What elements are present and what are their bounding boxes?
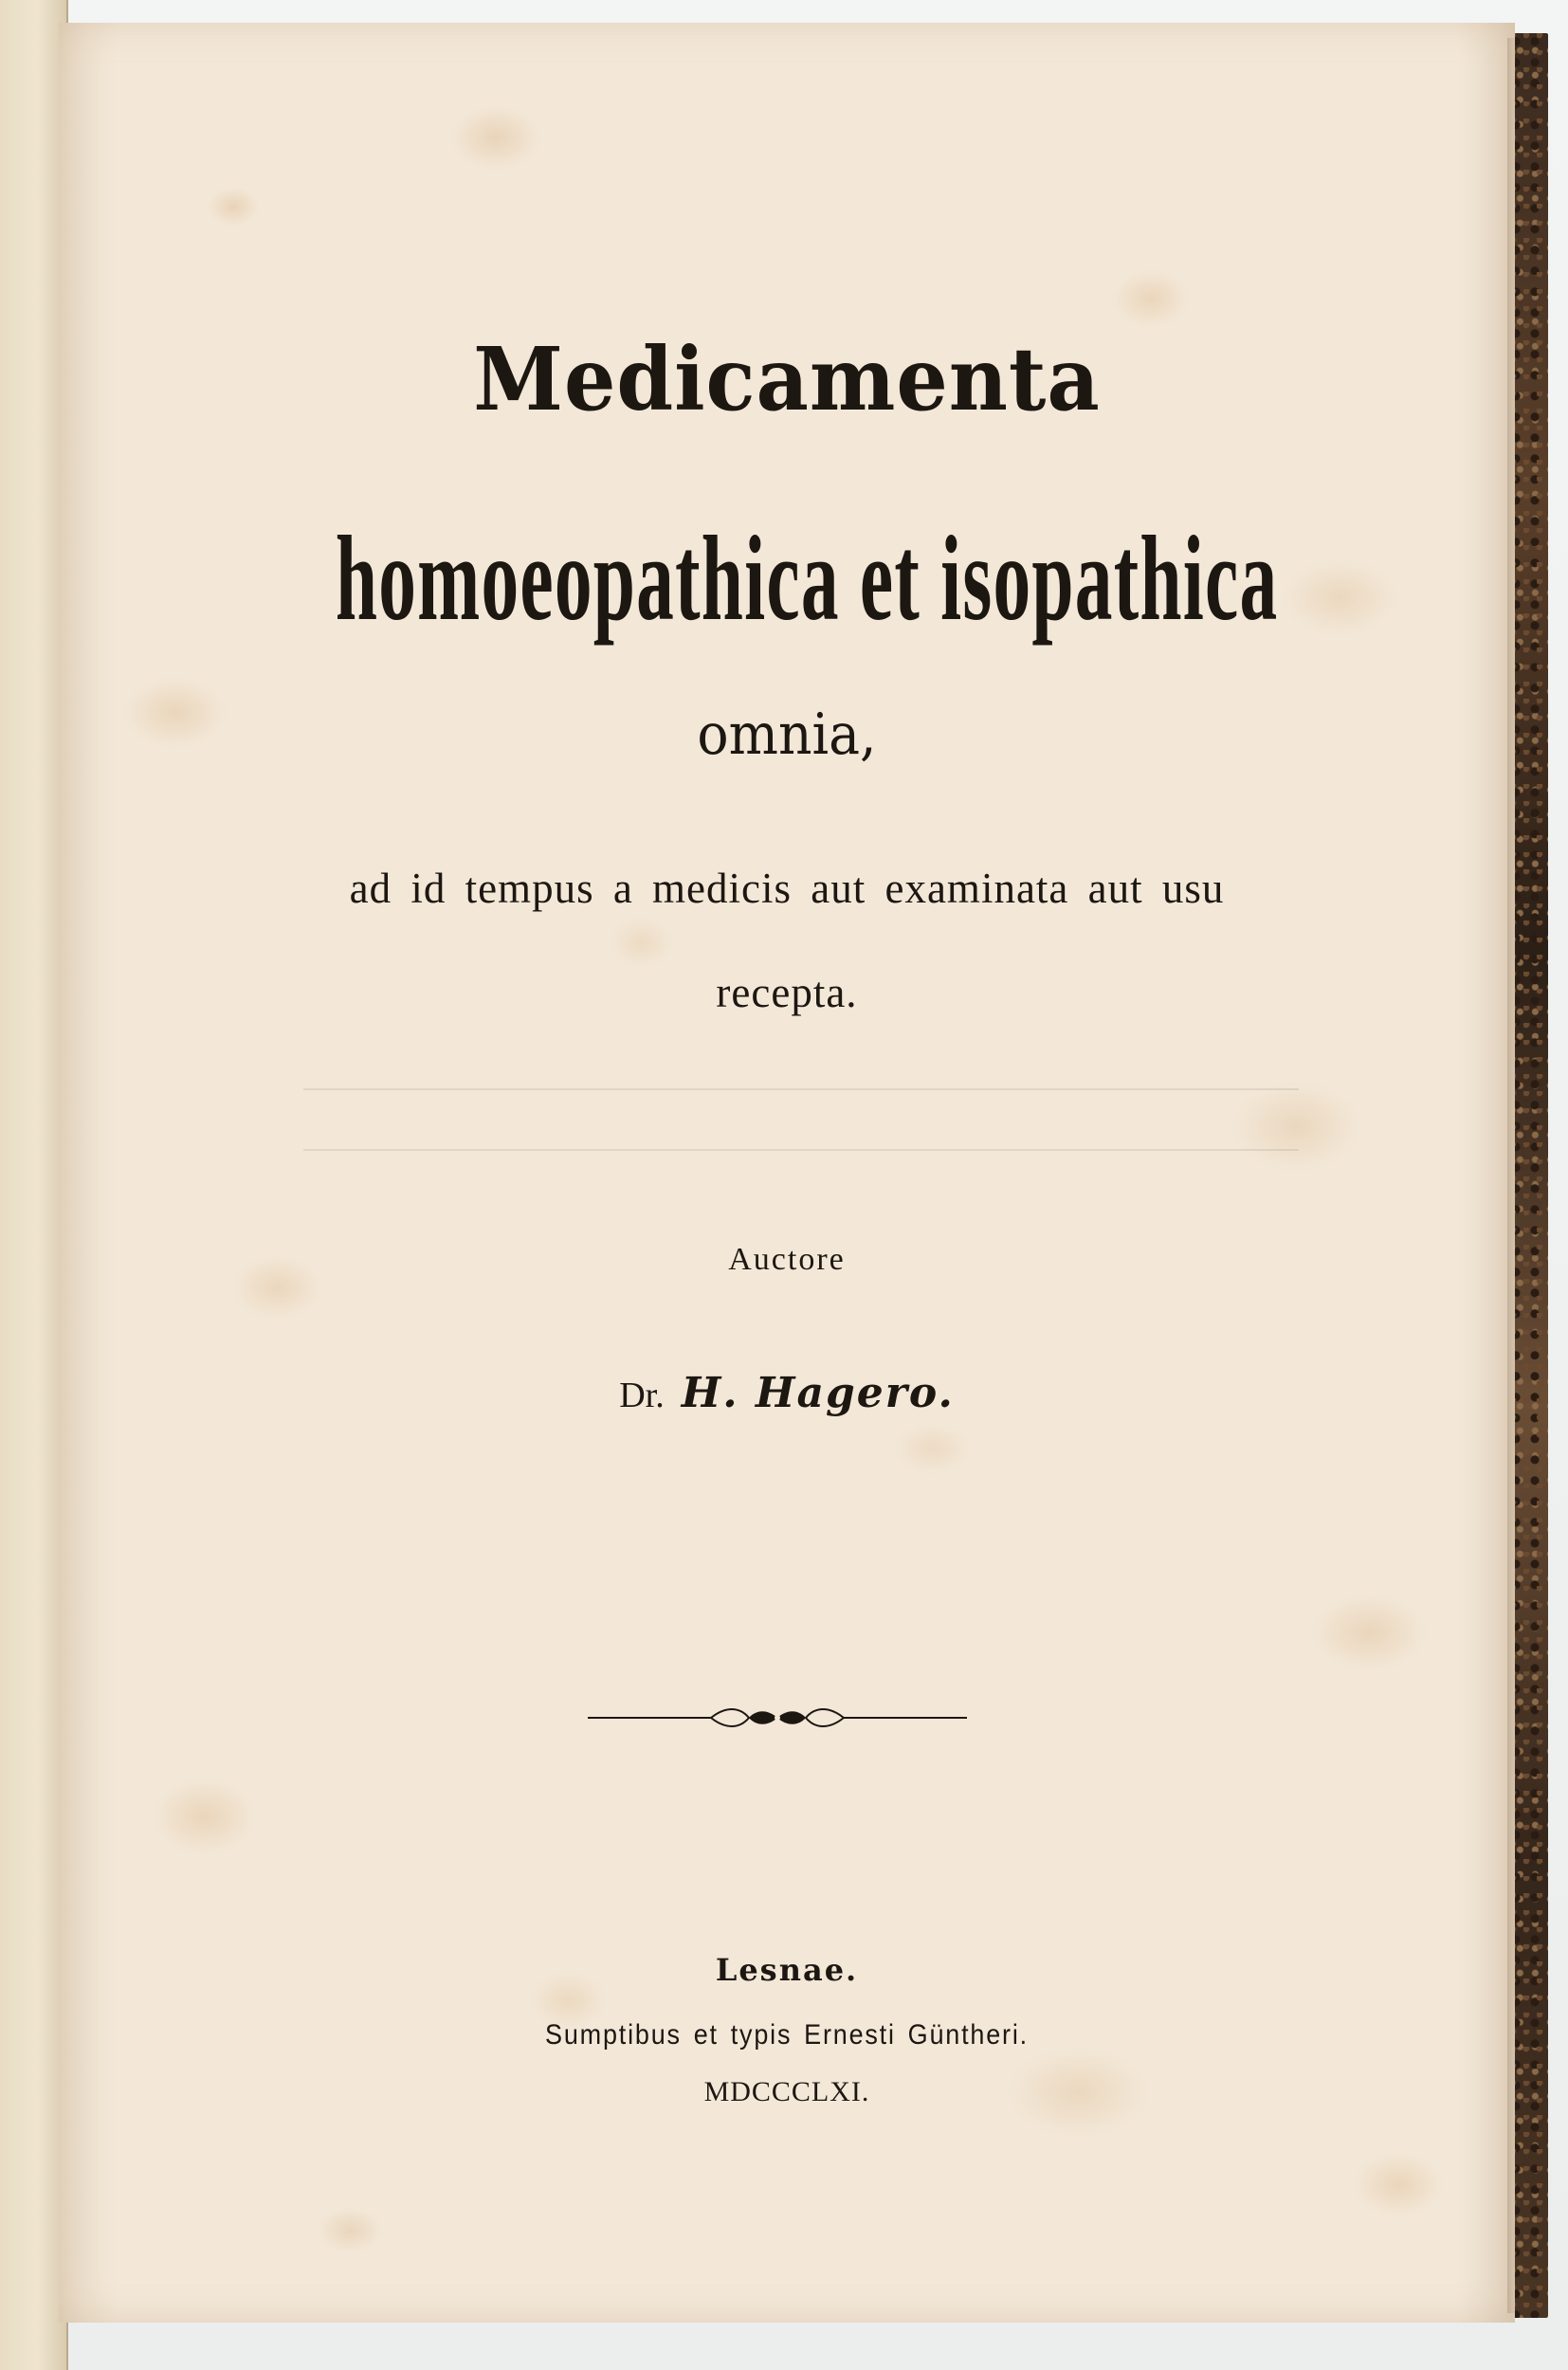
subtitle-line-1: ad id tempus a medicis aut examinata aut usu [349, 865, 1225, 912]
ornament-divider-icon [588, 1702, 967, 1734]
author-name: H. Hagero. [681, 1369, 955, 1417]
imprint-city: Lesnae. [715, 1952, 859, 1988]
title-line-3: omnia, [697, 702, 877, 768]
imprint-printer: Sumptibus et typis Ernesti Güntheri. [545, 2019, 1029, 2051]
title-line-2: homoeopathica et isopathica [335, 511, 1279, 646]
show-through-rule-bottom [303, 1149, 1299, 1151]
author-label: Auctore [728, 1242, 846, 1277]
title-line-1: Medicamenta [473, 328, 1101, 430]
show-through-rule-top [303, 1088, 1299, 1090]
subtitle-line-2: recepta. [716, 969, 858, 1016]
imprint-year: MDCCCLXI. [703, 2076, 870, 2107]
author-prefix: Dr. [619, 1376, 665, 1415]
author-line [59, 1365, 1515, 1424]
